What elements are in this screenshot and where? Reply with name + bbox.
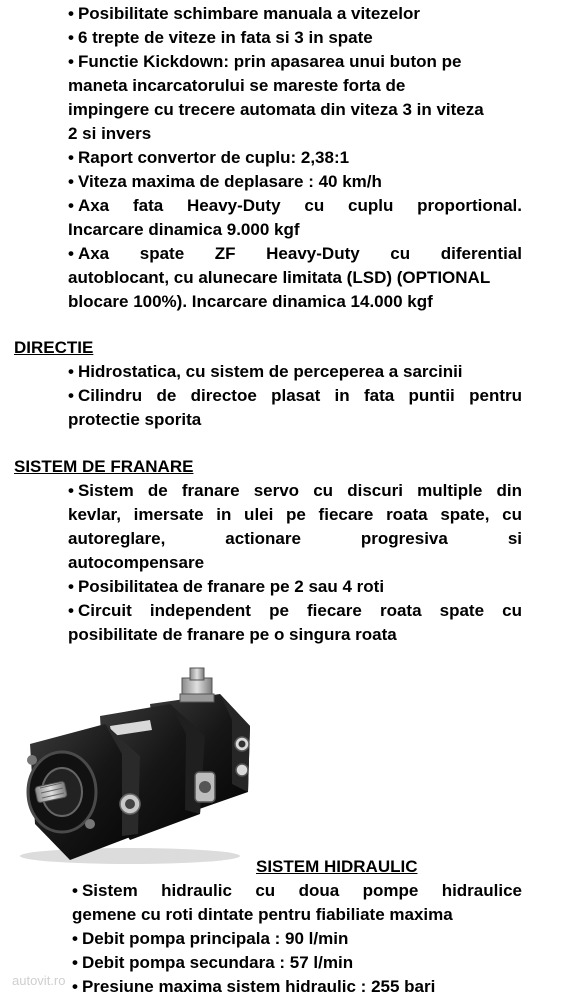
transmission-item: • Axa fata Heavy-Duty cu cuplu proportional. [68, 196, 522, 216]
directie-item: • Hidrostatica, cu sistem de perceperea a sarcinii [68, 362, 463, 382]
hidraulic-item: • Presiune maxima sistem hidraulic : 255 bari [72, 977, 435, 997]
transmission-item: • Posibilitate schimbare manuala a vitezelor [68, 4, 420, 24]
transmission-item: • Viteza maxima de deplasare : 40 km/h [68, 172, 382, 192]
transmission-item-continued: impingere cu trecere automata din viteza 3 in viteza [68, 100, 484, 119]
franare-item-continued: posibilitate de franare pe o singura roata [68, 625, 397, 644]
section-heading-hidraulic: SISTEM HIDRAULIC [256, 857, 418, 876]
transmission-item-continued: maneta incarcatorului se mareste forta de [68, 76, 406, 95]
franare-item: • Sistem de franare servo cu discuri multiple din [68, 481, 522, 501]
section-heading-directie: DIRECTIE [14, 338, 94, 357]
franare-item: • Posibilitatea de franare pe 2 sau 4 roti [68, 577, 384, 597]
franare-item-continued: autoreglare, actionare progresiva si [68, 529, 522, 548]
transmission-item: • 6 trepte de viteze in fata si 3 in spate [68, 28, 373, 48]
franare-item: • Circuit independent pe fiecare roata spate cu [68, 601, 522, 621]
franare-item-continued: kevlar, imersate in ulei pe fiecare roata spate, cu [68, 505, 522, 524]
transmission-item: • Axa spate ZF Heavy-Duty cu diferential [68, 244, 522, 264]
transmission-item: • Functie Kickdown: prin apasarea unui buton pe [68, 52, 461, 72]
transmission-item-continued: autoblocant, cu alunecare limitata (LSD) (OPTIONAL [68, 268, 491, 287]
section-heading-franare: SISTEM DE FRANARE [14, 457, 194, 476]
transmission-item-continued: blocare 100%). Incarcare dinamica 14.000 kgf [68, 292, 433, 311]
transmission-item-continued: Incarcare dinamica 9.000 kgf [68, 220, 300, 239]
franare-item-continued: autocompensare [68, 553, 205, 572]
directie-item: • Cilindru de directoe plasat in fata puntii pentru [68, 386, 522, 406]
hydraulic-pump-image [10, 664, 255, 869]
transmission-item-continued: 2 si invers [68, 124, 152, 143]
hidraulic-item: • Debit pompa secundara : 57 l/min [72, 953, 353, 973]
hidraulic-item-continued: gemene cu roti dintate pentru fiabiliate maxima [72, 905, 453, 924]
hidraulic-item: • Sistem hidraulic cu doua pompe hidraulice [72, 881, 522, 901]
directie-item-continued: protectie sporita [68, 410, 202, 429]
transmission-item: • Raport convertor de cuplu: 2,38:1 [68, 148, 349, 168]
watermark-text: autovit.ro [12, 973, 66, 988]
hidraulic-item: • Debit pompa principala : 90 l/min [72, 929, 348, 949]
